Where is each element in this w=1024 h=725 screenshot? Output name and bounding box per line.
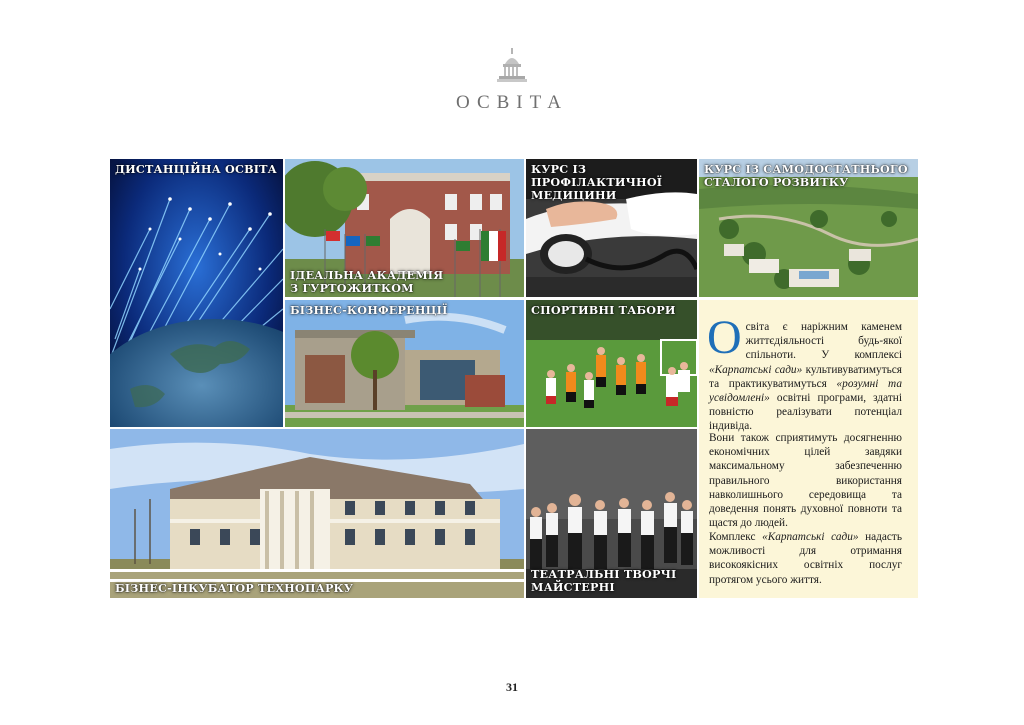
page-number: 31 xyxy=(506,680,518,694)
text-span: Комплекс xyxy=(709,531,763,543)
paragraph-intro xyxy=(707,311,903,434)
tile-sports-camps xyxy=(526,300,697,427)
tile-caption: БІЗНЕС-ІНКУБАТОР ТЕХНОПАРКУ xyxy=(115,581,354,595)
tile-caption: ТЕАТРАЛЬНІ ТВОРЧІ МАЙСТЕРНІ xyxy=(531,567,677,594)
drop-cap: О xyxy=(707,311,742,364)
page-title: ОСВІТА xyxy=(455,92,568,113)
tile-preventive-medicine xyxy=(526,159,697,297)
tile-business-conferences xyxy=(285,300,524,427)
text-emphasis: «Карпатські сади» xyxy=(762,531,859,543)
tile-caption: КУРС ІЗ ПРОФІЛАКТИЧНОЇ МЕДИЦИНИ xyxy=(531,162,663,202)
text-span: освітні програми, здатні повністю реалізувати потенціал індивіда. xyxy=(709,392,902,433)
text-span: світа є наріжним каменем життєдіяльності будь-якої спільноти. У комплексі xyxy=(745,321,902,362)
temple-dome-icon xyxy=(497,48,527,84)
tile-caption: ІДЕАЛЬНА АКАДЕМІЯ З ГУРТОЖИТКОМ xyxy=(290,268,444,295)
text-emphasis: «Карпатські сади» xyxy=(709,363,803,376)
tile-caption: БІЗНЕС-КОНФЕРЕНЦІЇ xyxy=(290,303,448,317)
text-span: культивуватимуться та практикуватимуться xyxy=(709,363,903,390)
tile-academy xyxy=(285,159,524,297)
tile-sustainable-development xyxy=(699,159,918,297)
paragraph-goals: Вони також сприятимуть досягненню економічних цілей завдяки максимальному забезпеченню правильного використання навколишнього середовища та доведення понять духовної повноти та щастя до людей. xyxy=(709,432,902,530)
tile-distance-education xyxy=(110,159,283,427)
text-emphasis: «розумні та усвідомлені» xyxy=(709,377,902,405)
tile-caption: КУРС ІЗ САМОДОСТАТНЬОГО СТАЛОГО РОЗВИТКУ xyxy=(704,162,908,189)
description-panel xyxy=(699,300,918,598)
tile-caption: СПОРТИВНІ ТАБОРИ xyxy=(531,303,676,317)
text-span: надасть можливості для отримання високоякісних освітніх послуг протягом усього життя. xyxy=(709,531,903,586)
tile-business-incubator xyxy=(110,429,524,598)
paragraph-opportunities xyxy=(709,530,902,587)
tile-theatre-workshops xyxy=(526,429,697,598)
tile-caption: ДИСТАНЦІЙНА ОСВІТА xyxy=(115,162,277,176)
